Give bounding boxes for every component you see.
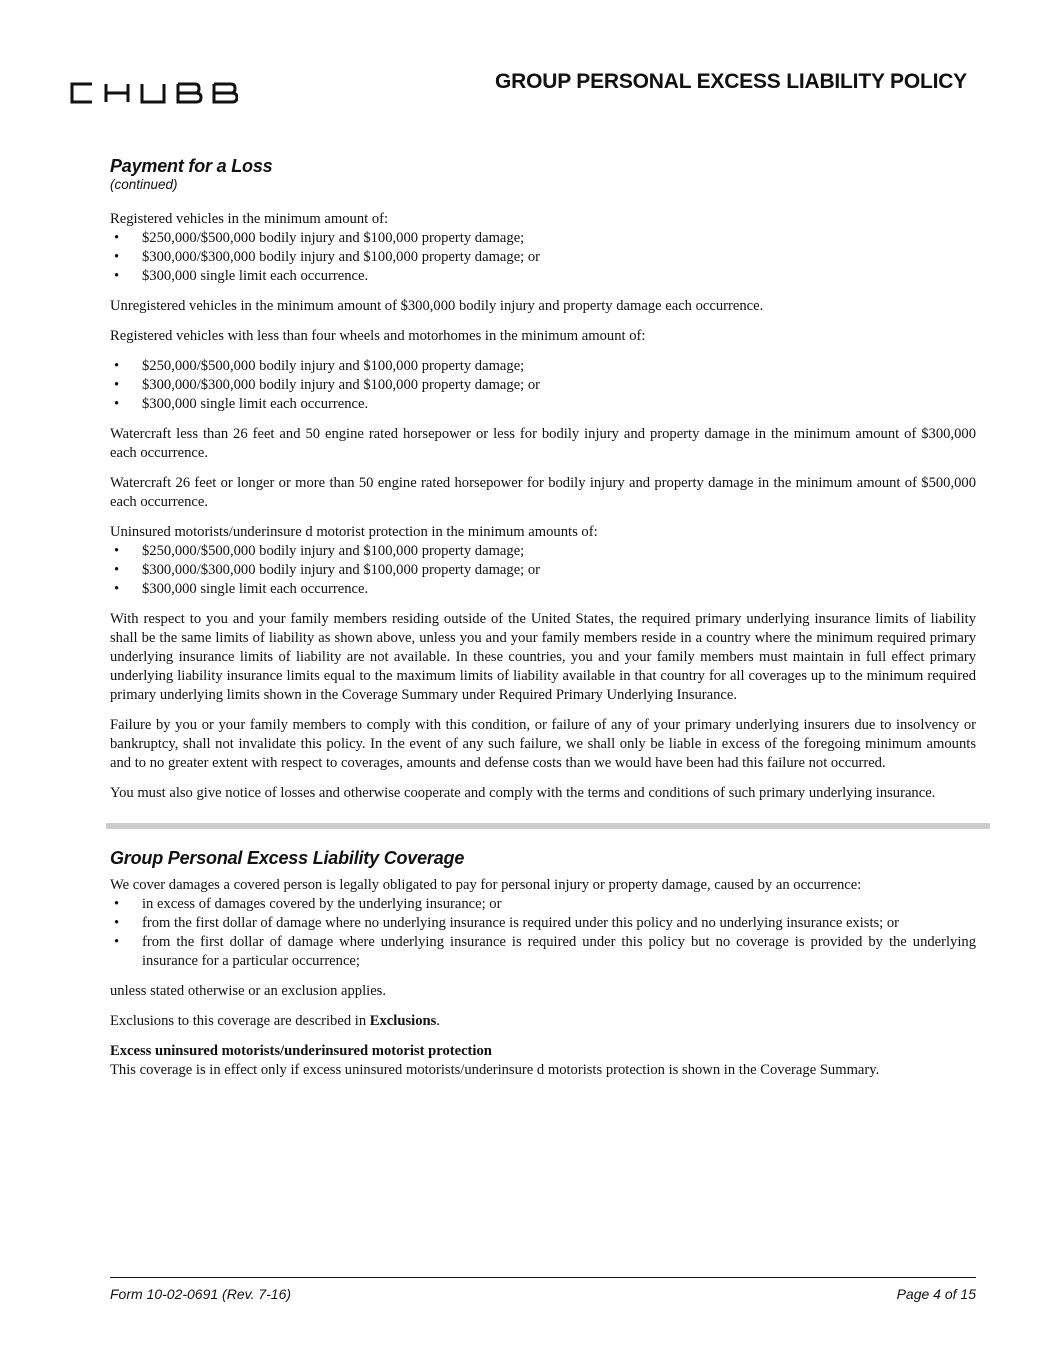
exclusions-reference: Exclusions bbox=[369, 1013, 437, 1029]
list-item: • $300,000 single limit each occurrence. bbox=[114, 581, 369, 597]
paragraph: Registered vehicles with less than four wheels and motorhomes in the minimum amount of: bbox=[110, 328, 646, 344]
paragraph: Failure by you or your family members to comply with this condition, or failure of any of your primary underlying insurers due to insolvency or bankruptcy, shall not invalidate this policy. In the event of any such failure, we shall only be liable in excess of the foregoing minimum amounts and to no greater extent with respect to coverages, amounts and defense costs than we would have been had this failure not occurred. bbox=[110, 717, 976, 771]
list-item: • from the first dollar of damage where underlying insurance is required under this policy but no coverage is provided by the underlying insurance for a particular occurrence; bbox=[114, 934, 976, 969]
paragraph: Unregistered vehicles in the minimum amount of $300,000 bodily injury and property damage each occurrence. bbox=[110, 298, 764, 314]
paragraph: Uninsured motorists/underinsure d motorist protection in the minimum amounts of: bbox=[110, 524, 598, 540]
paragraph: Watercraft 26 feet or longer or more than 50 engine rated horsepower for bodily injury and property damage in the minimum amount of $500,000 each occurrence. bbox=[110, 475, 976, 510]
paragraph-exclusions: Exclusions to this coverage are described in Exclusions. bbox=[110, 1013, 440, 1029]
list-item: • $300,000/$300,000 bodily injury and $100,000 property damage; or bbox=[114, 249, 541, 265]
list-item: • $300,000 single limit each occurrence. bbox=[114, 268, 369, 284]
paragraph: This coverage is in effect only if excess uninsured motorists/underinsure d motorists protection is shown in the Coverage Summary. bbox=[110, 1062, 880, 1078]
bullet-list bbox=[110, 229, 976, 286]
list-item: • $300,000/$300,000 bodily injury and $100,000 property damage; or bbox=[114, 562, 541, 578]
continued-label: (continued) bbox=[110, 177, 178, 192]
bullet-list bbox=[110, 357, 976, 414]
document-title: GROUP PERSONAL EXCESS LIABILITY POLICY bbox=[495, 70, 967, 93]
paragraph: With respect to you and your family members residing outside of the United States, the required primary underlying insurance limits of liability shall be the same limits of liability as shown above, unless you and your family members reside in a country where the minimum required primary underlying insurance limits of liability are not available. In these countries, you and your family members must maintain in full effect primary underlying liability insurance limits equal to the maximum limits of liability available in that country for all coverages up to the minimum required primary underlying limits shown in the Coverage Summary under Required Primary Underlying Insurance. bbox=[110, 611, 976, 703]
list-item: • $300,000/$300,000 bodily injury and $100,000 property damage; or bbox=[114, 377, 541, 393]
section-heading-payment: Payment for a Loss bbox=[110, 156, 273, 176]
bullet-list bbox=[110, 542, 976, 599]
paragraph: Watercraft less than 26 feet and 50 engine rated horsepower or less for bodily injury and property damage in the minimum amount of $300,000 each occurrence. bbox=[110, 426, 976, 461]
list-item: • from the first dollar of damage where no underlying insurance is required under this policy and no underlying insurance exists; or bbox=[114, 915, 900, 931]
footer-rule bbox=[110, 1277, 976, 1278]
list-item: • $300,000 single limit each occurrence. bbox=[114, 396, 369, 412]
paragraph: We cover damages a covered person is legally obligated to pay for personal injury or property damage, caused by an occurrence: bbox=[110, 877, 862, 893]
list-item: • in excess of damages covered by the underlying insurance; or bbox=[114, 896, 502, 912]
list-item: • $250,000/$500,000 bodily injury and $100,000 property damage; bbox=[114, 230, 525, 246]
paragraph: unless stated otherwise or an exclusion applies. bbox=[110, 983, 386, 999]
subheading-excess-uninsured: Excess uninsured motorists/underinsured motorist protection bbox=[110, 1043, 492, 1059]
paragraph: You must also give notice of losses and otherwise cooperate and comply with the terms and conditions of such primary underlying insurance. bbox=[110, 785, 936, 801]
form-number: Form 10-02-0691 (Rev. 7-16) bbox=[110, 1286, 292, 1302]
chubb-logo bbox=[68, 80, 238, 106]
page-number: Page 4 of 15 bbox=[896, 1286, 976, 1302]
section-divider bbox=[106, 823, 990, 829]
section-heading-coverage: Group Personal Excess Liability Coverage bbox=[110, 848, 465, 868]
paragraph: Registered vehicles in the minimum amount of: bbox=[110, 211, 389, 227]
list-item: • $250,000/$500,000 bodily injury and $100,000 property damage; bbox=[114, 543, 525, 559]
document-body bbox=[110, 155, 976, 1091]
bullet-list bbox=[110, 895, 976, 971]
list-item: • $250,000/$500,000 bodily injury and $100,000 property damage; bbox=[114, 358, 525, 374]
